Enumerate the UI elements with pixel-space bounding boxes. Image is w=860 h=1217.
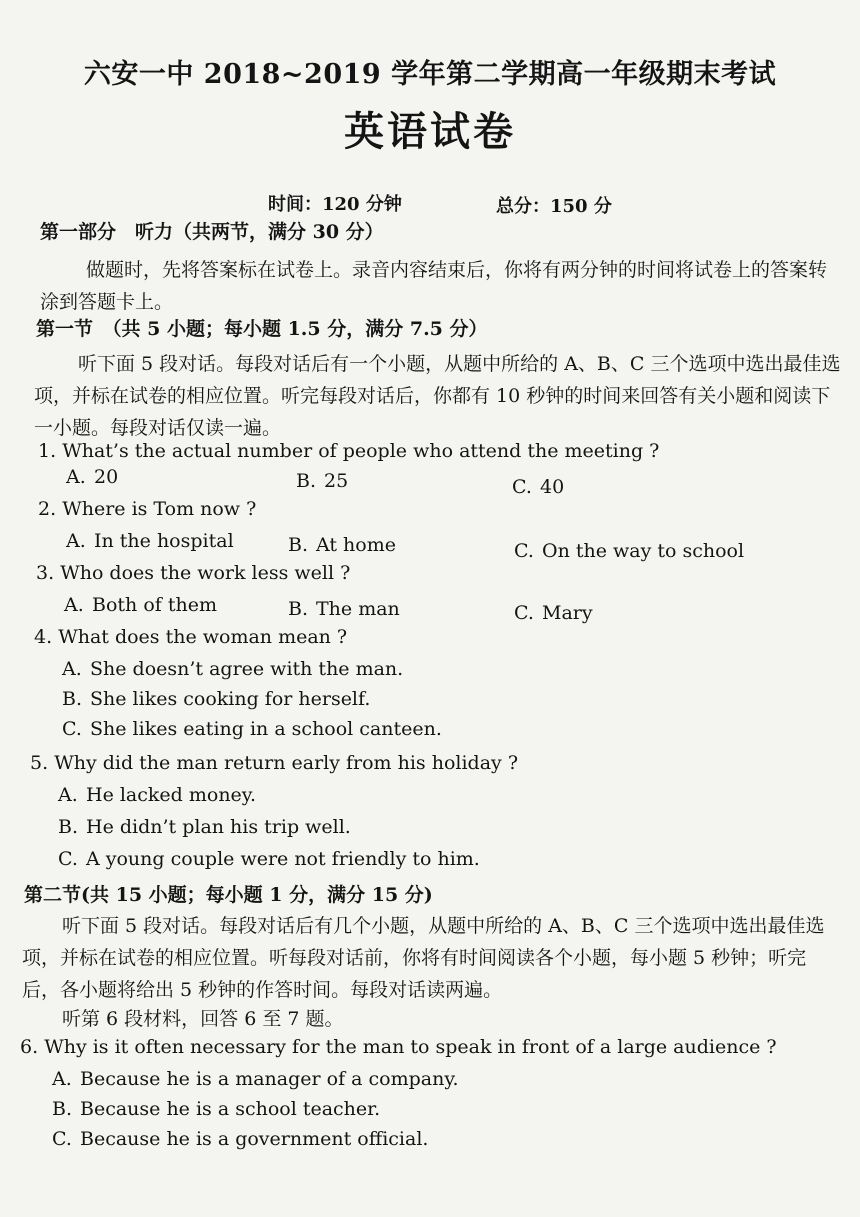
question-text: Why is it often necessary for the man to speak in front of a large audience ? xyxy=(44,1036,777,1058)
option-letter: A. xyxy=(66,466,86,488)
section1-intro: 听下面 5 段对话。每段对话后有一个小题，从题中所给的 A、B、C 三个选项中选出最佳选项，并标在试卷的相应位置。听完每段对话后，你都有 10 秒钟的时间来回答有关小题和阅读下一小题。每段对话仅读一遍。 xyxy=(34,353,841,439)
section2-intro: 听下面 5 段对话。每段对话后有几个小题，从题中所给的 A、B、C 三个选项中选出最佳选项，并标在试卷的相应位置。听每段对话前，你将有时间阅读各个小题，每小题 5 秒钟；听完后，各小题将给出 5 秒钟的作答时间。每段对话读两遍。 xyxy=(22,915,825,1001)
option-3b xyxy=(288,598,400,620)
option-5c xyxy=(58,848,480,870)
option-6a xyxy=(52,1068,459,1090)
part1-intro: 做题时，先将答案标在试卷上。录音内容结束后，你将有两分钟的时间将试卷上的答案转涂到答题卡上。 xyxy=(40,259,828,313)
section2-heading: 第二节(共 15 小题；每小题 1 分，满分 15 分) xyxy=(24,884,433,906)
question-2 xyxy=(38,498,256,520)
option-5a xyxy=(58,784,256,806)
option-letter: C. xyxy=(58,848,78,870)
option-text: In the hospital xyxy=(94,530,234,552)
option-text: She likes eating in a school canteen. xyxy=(90,718,442,740)
option-letter: C. xyxy=(514,540,534,562)
part1-heading: 第一部分 听力（共两节，满分 30 分） xyxy=(40,221,384,243)
option-1b xyxy=(296,470,348,492)
option-text: She doesn’t agree with the man. xyxy=(90,658,404,680)
question-text: Who does the work less well ? xyxy=(60,562,351,584)
option-letter: C. xyxy=(514,602,534,624)
question-text: What does the woman mean ? xyxy=(58,626,348,648)
option-text: Because he is a government official. xyxy=(80,1128,429,1150)
question-number: 6. xyxy=(20,1036,39,1058)
option-text: At home xyxy=(316,534,396,556)
question-number: 3. xyxy=(36,562,55,584)
exam-time: 时间：120 分钟 xyxy=(268,194,402,215)
option-text: 40 xyxy=(540,476,565,498)
exam-title: 六安一中 2018~2019 学年第二学期高一年级期末考试 xyxy=(83,59,777,90)
exam-total-score: 总分：150 分 xyxy=(496,196,612,217)
option-6b xyxy=(52,1098,380,1120)
option-1a xyxy=(66,466,118,488)
exam-subject-title: 英语试卷 xyxy=(344,108,516,155)
option-2c xyxy=(514,540,744,562)
question-3 xyxy=(36,562,350,584)
option-letter: B. xyxy=(288,598,309,620)
question-number: 2. xyxy=(38,498,57,520)
question-4 xyxy=(34,626,347,648)
option-4a xyxy=(62,658,403,680)
option-letter: A. xyxy=(52,1068,72,1090)
option-letter: A. xyxy=(58,784,78,806)
option-6c xyxy=(52,1128,428,1150)
option-letter: A. xyxy=(66,530,86,552)
option-3c xyxy=(514,602,593,624)
option-4b xyxy=(62,688,370,710)
option-letter: C. xyxy=(62,718,82,740)
option-text: Because he is a manager of a company. xyxy=(80,1068,459,1090)
option-2a xyxy=(66,530,234,552)
option-letter: B. xyxy=(288,534,309,556)
option-3a xyxy=(64,594,217,616)
option-text: 20 xyxy=(94,466,119,488)
option-letter: B. xyxy=(52,1098,73,1120)
option-letter: A. xyxy=(64,594,84,616)
option-letter: C. xyxy=(52,1128,72,1150)
option-1c xyxy=(512,476,564,498)
option-text: He didn’t plan his trip well. xyxy=(86,816,351,838)
option-5b xyxy=(58,816,351,838)
question-text: Why did the man return early from his holiday ? xyxy=(54,752,518,774)
question-number: 5. xyxy=(30,752,49,774)
section1-heading: 第一节 （共 5 小题；每小题 1.5 分，满分 7.5 分） xyxy=(36,318,488,340)
option-4c xyxy=(62,718,442,740)
option-text: 25 xyxy=(324,470,349,492)
question-6 xyxy=(20,1036,777,1058)
option-2b xyxy=(288,534,396,556)
option-letter: A. xyxy=(62,658,82,680)
option-text: Because he is a school teacher. xyxy=(80,1098,381,1120)
question-text: Where is Tom now ? xyxy=(62,498,257,520)
option-text: Mary xyxy=(542,602,593,624)
option-text: A young couple were not friendly to him. xyxy=(86,848,480,870)
option-text: On the way to school xyxy=(542,540,745,562)
option-text: Both of them xyxy=(92,594,217,616)
question-number: 4. xyxy=(34,626,53,648)
question-1 xyxy=(38,440,659,462)
question-5 xyxy=(30,752,518,774)
option-text: She likes cooking for herself. xyxy=(90,688,371,710)
option-text: The man xyxy=(316,598,400,620)
question-text: What’s the actual number of people who attend the meeting ? xyxy=(62,440,660,462)
option-letter: B. xyxy=(296,470,317,492)
option-text: He lacked money. xyxy=(86,784,257,806)
question-number: 1. xyxy=(38,440,57,462)
option-letter: B. xyxy=(58,816,79,838)
option-letter: C. xyxy=(512,476,532,498)
option-letter: B. xyxy=(62,688,83,710)
section2-instruction: 听第 6 段材料，回答 6 至 7 题。 xyxy=(62,1008,344,1030)
